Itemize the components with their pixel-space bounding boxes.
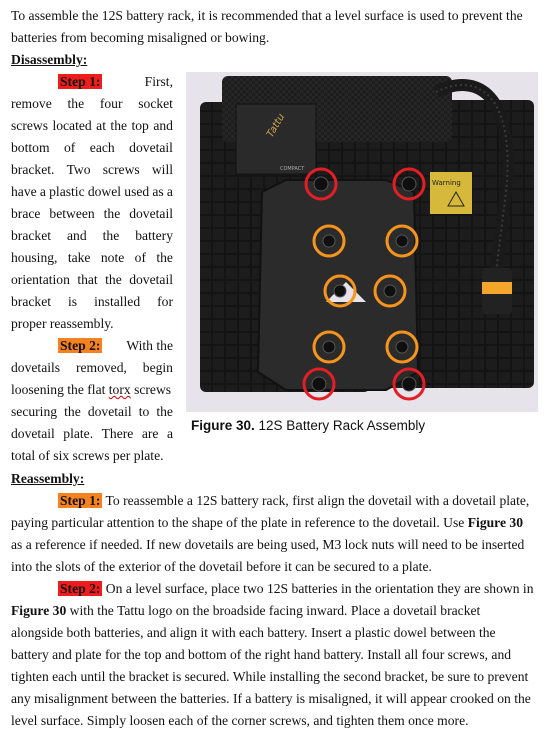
step1-label: Step 1: [60,74,101,89]
warning-text: Warning [432,179,461,187]
disassembly-step2-row [58,336,173,356]
step1-text-0: First, [144,74,173,89]
step2-label: Step 2: [60,338,101,353]
step1-text-6: brace between the dovetail [11,206,173,221]
step1-text-11: proper reassembly. [11,316,114,331]
step1-text-3: bottom of each dovetail [11,140,173,155]
reassembly-step1-line-4: into the slots of the exterior of the dovetail before it can be secured to a plate. [11,559,432,574]
reassembly-step2-label: Step 2: [60,581,101,596]
reassembly-step1-label: Step 1: [60,493,101,508]
step1-text-2: screws located at the top and [11,118,173,133]
step2-text-5: securing the dovetail to the [11,404,173,419]
reassembly-heading: Reassembly: [11,471,85,486]
step1-text-4: bracket. Two screws will [11,162,173,177]
reassembly-step1-line-3: as a reference if needed. If new dovetails are being used, M3 lock nuts will need to be inserted [11,537,525,552]
step1-text-9: orientation that the dovetail [11,272,173,287]
step2-text-0: With the [126,338,173,353]
figure-caption-text: 12S Battery Rack Assembly [254,418,426,433]
step1-text-5: have a plastic dowel used as a [11,184,173,199]
intro-line-1: To assemble the 12S battery rack, it is recommended that a level surface is used to prevent the [11,8,523,23]
step1-text-1: remove the four socket [11,96,173,111]
disassembly-heading: Disassembly: [11,52,88,67]
battery-rack-illustration [186,72,538,412]
reassembly-step2-line-7: level surface. Simply loosen each of the corner screws, and tighten them once more. [11,713,469,728]
step2-text-7: total of six screws per plate. [11,448,164,463]
battery-logo-text: Tattu [265,112,288,140]
step1-text-8: housing, take note of the [11,250,173,265]
reassembly-step1-line-2: paying particular attention to the shape of the plate in reference to the dovetail. Use Figure 30 [11,515,523,530]
reassembly-step2-line-4: battery and plate for the top and bottom of the right hand battery. Install all four screws, and [11,647,512,662]
battery-rack-photo [186,72,538,412]
reassembly-step2-line-1: Step 2: On a level surface, place two 12S batteries in the orientation they are shown in [60,581,534,596]
disassembly-step1-row [58,72,173,92]
battery-label-text: COMPACT [280,166,305,172]
step1-text-7: bracket and the battery [11,228,173,243]
step2-text-2: loosening the flat torx screws [11,382,172,397]
reassembly-step2-line-6: any misalignment between the batteries. If a battery is misaligned, it will appear crooked on the [11,691,531,706]
step1-text-10: bracket is installed for [11,294,173,309]
reassembly-step2-line-5: tighten each until the bracket is secured. While installing the second bracket, be sure to prevent [11,669,529,684]
reassembly-step1-line-1: Step 1: To reassemble a 12S battery rack, first align the dovetail with a dovetail plate, [60,493,530,508]
reassembly-step2-line-3: alongside both batteries, and align it with each battery. Insert a plastic dowel between the [11,625,496,640]
step2-text-1: dovetails removed, begin [11,360,173,375]
figure-caption-label: Figure 30. [191,418,255,433]
intro-line-2: batteries from becoming misaligned or bowing. [11,30,270,45]
figure-caption [191,418,425,433]
reassembly-step2-line-2: Figure 30 with the Tattu logo on the broadside facing inward. Place a dovetail bracket [11,603,481,618]
step2-text-6: dovetail plate. There are a [11,426,173,441]
